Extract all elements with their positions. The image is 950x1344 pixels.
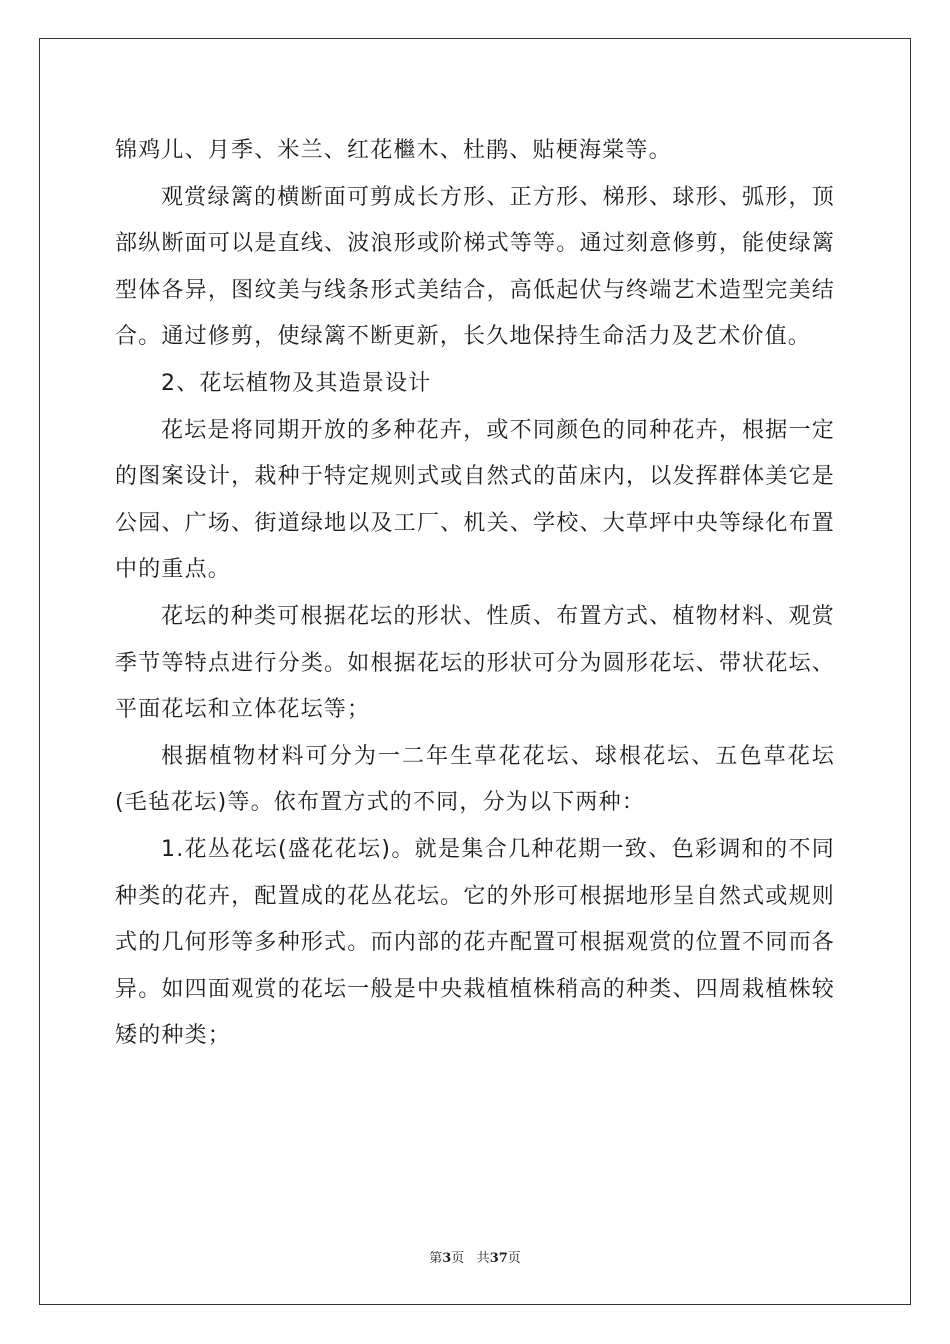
document-body	[115, 128, 835, 1060]
current-page-number: 3	[442, 1251, 452, 1266]
paragraph: 观赏绿篱的横断面可剪成长方形、正方形、梯形、球形、弧形，顶部纵断面可以是直线、波浪形或阶梯式等等。通过刻意修剪，能使绿篱型体各异，图纹美与线条形式美结合，高低起伏与终端艺术造型完美结合。通过修剪，使绿篱不断更新，长久地保持生命活力及艺术价值。	[115, 184, 835, 350]
paragraph: 花坛的种类可根据花坛的形状、性质、布置方式、植物材料、观赏季节等特点进行分类。如根据花坛的形状可分为圆形花坛、带状花坛、平面花坛和立体花坛等；	[115, 603, 835, 723]
total-page-count: 37	[489, 1251, 508, 1266]
footer-total-prefix: 共	[476, 1251, 490, 1266]
paragraph: 锦鸡儿、月季、米兰、红花檵木、杜鹃、贴梗海棠等。	[115, 138, 672, 163]
paragraph: 花坛是将同期开放的多种花卉，或不同颜色的同种花卉，根据一定的图案设计，栽种于特定规则式或自然式的苗床内，以发挥群体美它是公园、广场、街道绿地以及工厂、机关、学校、大草坪中央等绿化布置中的重点。	[115, 417, 835, 583]
paragraph: 1.花丛花坛(盛花花坛)。就是集合几种花期一致、色彩调和的不同种类的花卉，配置成的花丛花坛。它的外形可根据地形呈自然式或规则式的几何形等多种形式。而内部的花卉配置可根据观赏的位置不同而各异。如四面观赏的花坛一般是中央栽植植株稍高的种类、四周栽植株较矮的种类；	[115, 836, 835, 1049]
paragraph: 根据植物材料可分为一二年生草花花坛、球根花坛、五色草花坛(毛毡花坛)等。依布置方式的不同，分为以下两种：	[115, 743, 835, 816]
section-heading: 2、花坛植物及其造景设计	[161, 370, 432, 396]
footer-total-unit: 页	[507, 1251, 521, 1266]
page-footer	[0, 1247, 950, 1266]
footer-prefix: 第	[429, 1251, 443, 1266]
footer-page-unit: 页	[451, 1251, 465, 1266]
